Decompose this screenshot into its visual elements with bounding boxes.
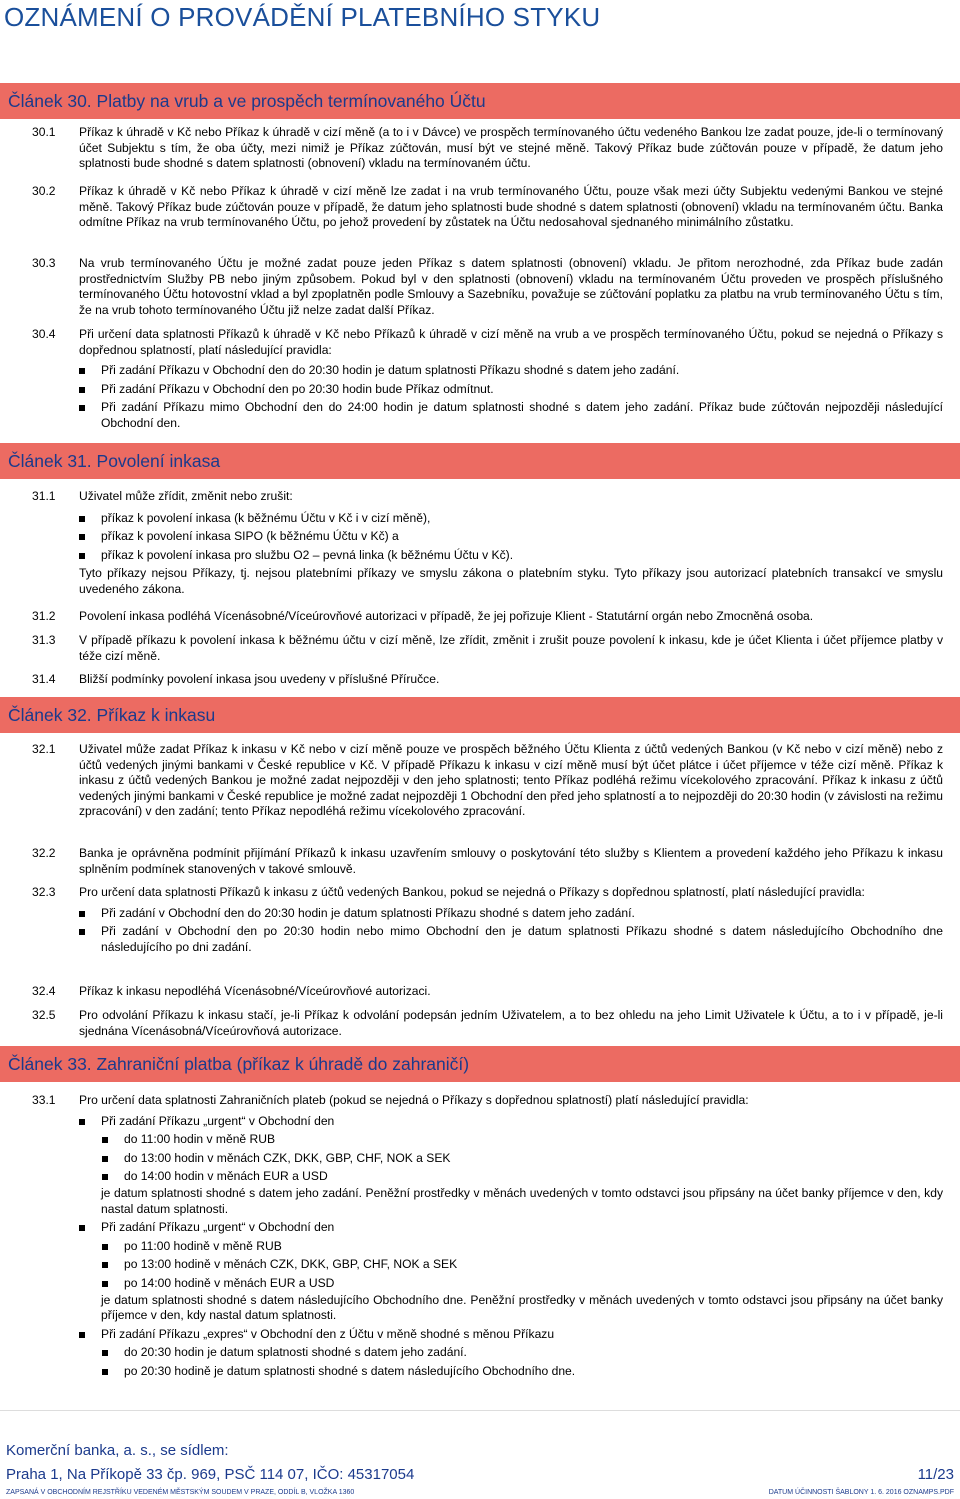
- list-item: Při zadání Příkazu v Obchodní den do 20:30 hodin je datum splatnosti Příkazu shodné s datem jeho zadání.: [79, 363, 943, 379]
- clause-number: 32.3: [32, 885, 56, 899]
- clause-number: 32.1: [32, 742, 56, 756]
- clause-text: Banka je oprávněna podmínit přijímání Příkazů k inkasu uzavřením smlouvy o poskytování této služby s Klientem a provedení každého jeho Příkazu k inkasu splněním podmínek stanovených v takové smlouvě.: [79, 846, 943, 876]
- bullet-icon: [79, 368, 85, 374]
- clause-text: Pro určení data splatnosti Příkazů k inkasu z účtů vedených Bankou, pokud se nejedná o Příkazy s dopřednou splatností, platí následující pravidla:: [79, 885, 865, 899]
- clause-text: Příkaz k úhradě v Kč nebo Příkaz k úhradě v cizí měně (a to i v Dávce) ve prospěch termínovaného účtu vedeného Bankou lze zadat pouze, jde-li o termínovaný účet Subjektu s tím, že oba účty, mezi nimiž je Příkaz zúčtován, musí být ve stejné měně. Takový Příkaz bude zúčtován pouze v případě, že datum jeho splatnosti bude shodné s datem splatnosti (obnovení) vkladu na termínovaném účtu.: [79, 125, 943, 171]
- section-heading-33: Článek 33. Zahraniční platba (příkaz k úhradě do zahraničí): [0, 1046, 960, 1082]
- bullet-icon: [102, 1156, 108, 1162]
- clause-text: Povolení inkasa podléhá Vícenásobné/Víceúrovňové autorizaci v případě, že jej pořizuje Klient - Statutární orgán nebo Zmocněná osoba.: [79, 609, 814, 623]
- bullet-icon: [102, 1244, 108, 1250]
- bullet-icon: [79, 1225, 85, 1231]
- sub-bullet-list: [79, 1239, 943, 1292]
- bullet-list: [79, 511, 943, 564]
- clause-text: Na vrub termínovaného Účtu je možné zadat pouze jeden Příkaz s datem splatnosti (obnovení) vkladu. Je přitom nerozhodné, zda Příkaz bude zadán prostřednictvím Služby PB nebo jiným způsobem. Pokud byl v den splatnosti (obnovení) vkladu na termínovaném Účtu proveden ve prospěch příslušného termínovaného Účtu hotovostní vklad a byl zpoplatněn podle Smlouvy a Sazebníku, považuje se zúčtování poplatku za platbu na vrub termínovaného Účtu s tím, že na vrub tohoto termínovaného Účtu již nelze zadat další Příkaz.: [79, 256, 943, 317]
- bullet-icon: [102, 1262, 108, 1268]
- clause-text: Uživatel může zadat Příkaz k inkasu v Kč nebo v cizí měně pouze ve prospěch běžného Účtu Klienta z účtů vedených Bankou (v Kč nebo v cizí měně) nebo z účtů vedených jinými bankami v České republice v Kč. V případě Příkazu k inkasu v cizí měně musí být účet plátce i účet příjemce v téže cizí měně. Příkaz k inkasu z účtů vedených Bankou je možné zadat nejpozději v den jeho splatnosti; tento Příkaz podléhá režimu vícekolového zpracování. Příkaz k inkasu z účtů vedených jinými bankami v České republice je možné zadat nejpozději 1 Obchodní den před jeho splatností a to nejpozději do 20:30 hodin (v závislosti na režimu zpracování) v den zadání; tento Příkaz nepodléhá režimu vícekolového zpracování.: [79, 742, 943, 819]
- clause-number: 31.3: [32, 633, 56, 647]
- page-number: 11/23: [917, 1466, 954, 1483]
- bullet-list: [79, 363, 943, 431]
- bullet-list: [79, 906, 943, 956]
- footer-validity: DATUM ÚČINNOSTI ŠABLONY 1. 6. 2016 OZNAMPS.PDF: [768, 1489, 954, 1496]
- bullet-icon: [79, 1119, 85, 1125]
- list-item: Při zadání Příkazu mimo Obchodní den do 24:00 hodin je datum splatnosti shodné s datem jeho zadání. Příkaz bude zúčtován nejpozději následující Obchodní den.: [79, 400, 943, 431]
- clause-text: Bližší podmínky povolení inkasa jsou uvedeny v příslušné Příručce.: [79, 672, 440, 686]
- list-item: po 20:30 hodině je datum splatnosti shodné s datem následujícího Obchodního dne.: [79, 1364, 943, 1380]
- list-item: příkaz k povolení inkasa (k běžnému Účtu v Kč i v cizí měně),: [79, 511, 943, 527]
- list-item: příkaz k povolení inkasa pro službu O2 – pevná linka (k běžnému Účtu v Kč).: [79, 548, 943, 564]
- bullet-icon: [79, 911, 85, 917]
- list-item: po 14:00 hodině v měnách EUR a USD: [79, 1276, 943, 1292]
- document-title: OZNÁMENÍ O PROVÁDĚNÍ PLATEBNÍHO STYKU: [4, 2, 601, 32]
- clause-number: 32.2: [32, 846, 56, 860]
- list-item: Při zadání Příkazu „urgent“ v Obchodní den: [79, 1220, 943, 1236]
- clause-text: Příkaz k úhradě v Kč nebo Příkaz k úhradě v cizí měně lze zadat i na vrub termínovaného Účtu, pouze však mezi účty Subjektu vedenými Bankou ve stejné měně. Takový Příkaz bude zúčtován pouze v případě, že datum jeho splatnosti bude shodné s datem splatnosti (obnovení) vkladu na termínovaném účtu. Banka odmítne Příkaz na vrub termínovaného Účtu, po jehož provedení by zůstatek na Účtu nedosahoval sjednaného minimálního zůstatku.: [79, 184, 943, 230]
- bullet-icon: [79, 516, 85, 522]
- bullet-icon: [79, 553, 85, 559]
- clause-text: Příkaz k inkasu nepodléhá Vícenásobné/Víceúrovňové autorizaci.: [79, 984, 431, 998]
- footer-divider: [0, 1410, 960, 1411]
- list-item: Při zadání v Obchodní den po 20:30 hodin nebo mimo Obchodní den je datum splatnosti Příkazu shodné s datem následujícího Obchodního dne následujícího po dni zadání.: [79, 924, 943, 955]
- list-item: do 20:30 hodin je datum splatnosti shodné s datem jeho zadání.: [79, 1345, 943, 1361]
- bullet-icon: [79, 534, 85, 540]
- bullet-list: [79, 1114, 943, 1130]
- list-item: do 14:00 hodin v měnách EUR a USD: [79, 1169, 943, 1185]
- section-heading-32: Článek 32. Příkaz k inkasu: [0, 697, 960, 733]
- bullet-list: [79, 1327, 943, 1343]
- sub-bullet-list: [79, 1132, 943, 1185]
- list-item: Při zadání Příkazu „urgent“ v Obchodní den: [79, 1114, 943, 1130]
- section-heading-30: Článek 30. Platby na vrub a ve prospěch termínovaného Účtu: [0, 83, 960, 119]
- section-heading-31: Článek 31. Povolení inkasa: [0, 443, 960, 479]
- list-item: Při zadání Příkazu v Obchodní den po 20:30 hodin bude Příkaz odmítnut.: [79, 382, 943, 398]
- sub-bullet-list: [79, 1345, 943, 1379]
- clause-number: 32.4: [32, 984, 56, 998]
- bullet-icon: [102, 1369, 108, 1375]
- list-item: Při zadání v Obchodní den do 20:30 hodin je datum splatnosti Příkazu shodné s datem jeho zadání.: [79, 906, 943, 922]
- clause-text: Pro určení data splatnosti Zahraničních plateb (pokud se nejedná o Příkazy s dopřednou splatností) platí následující pravidla:: [79, 1093, 749, 1107]
- clause-number: 30.4: [32, 327, 56, 341]
- clause-text: Uživatel může zřídit, změnit nebo zrušit:: [79, 489, 293, 503]
- list-item: do 13:00 hodin v měnách CZK, DKK, GBP, CHF, NOK a SEK: [79, 1151, 943, 1167]
- bullet-icon: [102, 1281, 108, 1287]
- list-item: po 11:00 hodině v měně RUB: [79, 1239, 943, 1255]
- list-item: Při zadání Příkazu „expres“ v Obchodní den z Účtu v měně shodné s měnou Příkazu: [79, 1327, 943, 1343]
- clause-number: 32.5: [32, 1008, 56, 1022]
- clause-number: 31.2: [32, 609, 56, 623]
- clause-number: 30.1: [32, 125, 56, 139]
- bullet-icon: [79, 405, 85, 411]
- footer-company: Komerční banka, a. s., se sídlem:: [6, 1442, 229, 1459]
- clause-text: V případě příkazu k povolení inkasa k běžnému účtu v cizí měně, lze zřídit, změnit i zrušit pouze povolení k inkasu, kde je účet Klienta i účet příjemce platby v téže cizí měně.: [79, 633, 943, 663]
- bullet-icon: [102, 1137, 108, 1143]
- clause-text: Při určení data splatnosti Příkazů k úhradě v Kč nebo Příkazů k úhradě v cizí měně na vrub a ve prospěch termínovaného Účtu, pokud se nejedná o Příkazy s dopřednou splatností, platí následující pravidla:: [79, 327, 943, 357]
- bullet-list: [79, 1220, 943, 1236]
- clause-number: 33.1: [32, 1093, 56, 1107]
- bullet-icon: [79, 929, 85, 935]
- clause-note: Tyto příkazy nejsou Příkazy, tj. nejsou platebními příkazy ve smyslu zákona o platebním styku. Tyto příkazy jsou autorizací platebních transakcí ve smyslu uvedeného zákona.: [79, 566, 943, 596]
- group-note: je datum splatnosti shodné s datem jeho zadání. Peněžní prostředky v měnách uvedených v tomto odstavci jsou připsány na účet banky příjemce v den, kdy nastal datum splatnosti.: [101, 1185, 943, 1216]
- clause-number: 30.2: [32, 184, 56, 198]
- bullet-icon: [79, 1332, 85, 1338]
- clause-number: 30.3: [32, 256, 56, 270]
- group-note: je datum splatnosti shodné s datem následujícího Obchodního dne. Peněžní prostředky v měnách uvedených v tomto odstavci jsou připsány na účet banky příjemce v den, kdy nastal datum splatnosti.: [101, 1292, 943, 1323]
- bullet-icon: [102, 1350, 108, 1356]
- clause-text: Pro odvolání Příkazu k inkasu stačí, je-li Příkaz k odvolání podepsán jedním Uživatelem, a to bez ohledu na jeho Limit Uživatele k Účtu, a to i v případě, je-li sjednána Vícenásobná/Víceúrovňová autorizace.: [79, 1008, 943, 1038]
- bullet-icon: [79, 387, 85, 393]
- list-item: po 13:00 hodině v měnách CZK, DKK, GBP, CHF, NOK a SEK: [79, 1257, 943, 1273]
- bullet-icon: [102, 1174, 108, 1180]
- clause-number: 31.1: [32, 489, 56, 503]
- list-item: do 11:00 hodin v měně RUB: [79, 1132, 943, 1148]
- list-item: příkaz k povolení inkasa SIPO (k běžnému Účtu v Kč) a: [79, 529, 943, 545]
- clause-number: 31.4: [32, 672, 56, 686]
- footer-address: Praha 1, Na Příkopě 33 čp. 969, PSČ 114 07, IČO: 45317054: [6, 1466, 415, 1483]
- footer-registry: ZAPSANÁ V OBCHODNÍM REJSTŘÍKU VEDENÉM MĚSTSKÝM SOUDEM V PRAZE, ODDÍL B, VLOŽKA 1360: [6, 1489, 355, 1496]
